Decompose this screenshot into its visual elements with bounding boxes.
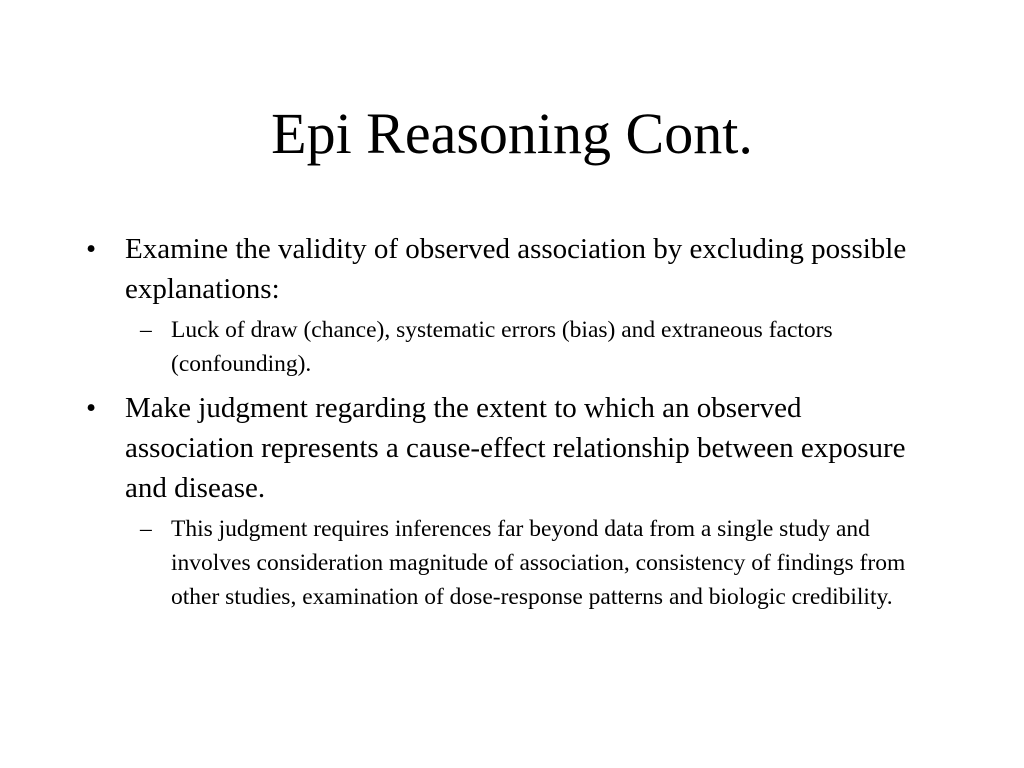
bullet-marker: • [86, 233, 97, 265]
bullet-text: Examine the validity of observed association by excluding possible explanations: [125, 233, 907, 305]
bullet-marker: • [86, 392, 97, 424]
sub-bullet-text: This judgment requires inferences far beyond data from a single study and involves consideration magnitude of association, consistency of findings from other studies, examination of dose-response patterns and biologic credibility. [171, 516, 906, 610]
sub-bullet-item [0, 512, 906, 614]
slide-body [0, 229, 1024, 614]
sub-bullet-text: Luck of draw (chance), systematic errors (bias) and extraneous factors (confounding). [171, 317, 833, 377]
sub-bullet-marker: – [140, 317, 152, 343]
bullet-item [0, 229, 935, 309]
bullet-text: Make judgment regarding the extent to which an observed association represents a cause-effect relationship between exposure and disease. [125, 392, 906, 504]
sub-bullet-item [0, 313, 906, 381]
slide-title: Epi Reasoning Cont. [271, 101, 753, 166]
sub-bullet-marker: – [140, 516, 152, 542]
bullet-item [0, 388, 935, 508]
